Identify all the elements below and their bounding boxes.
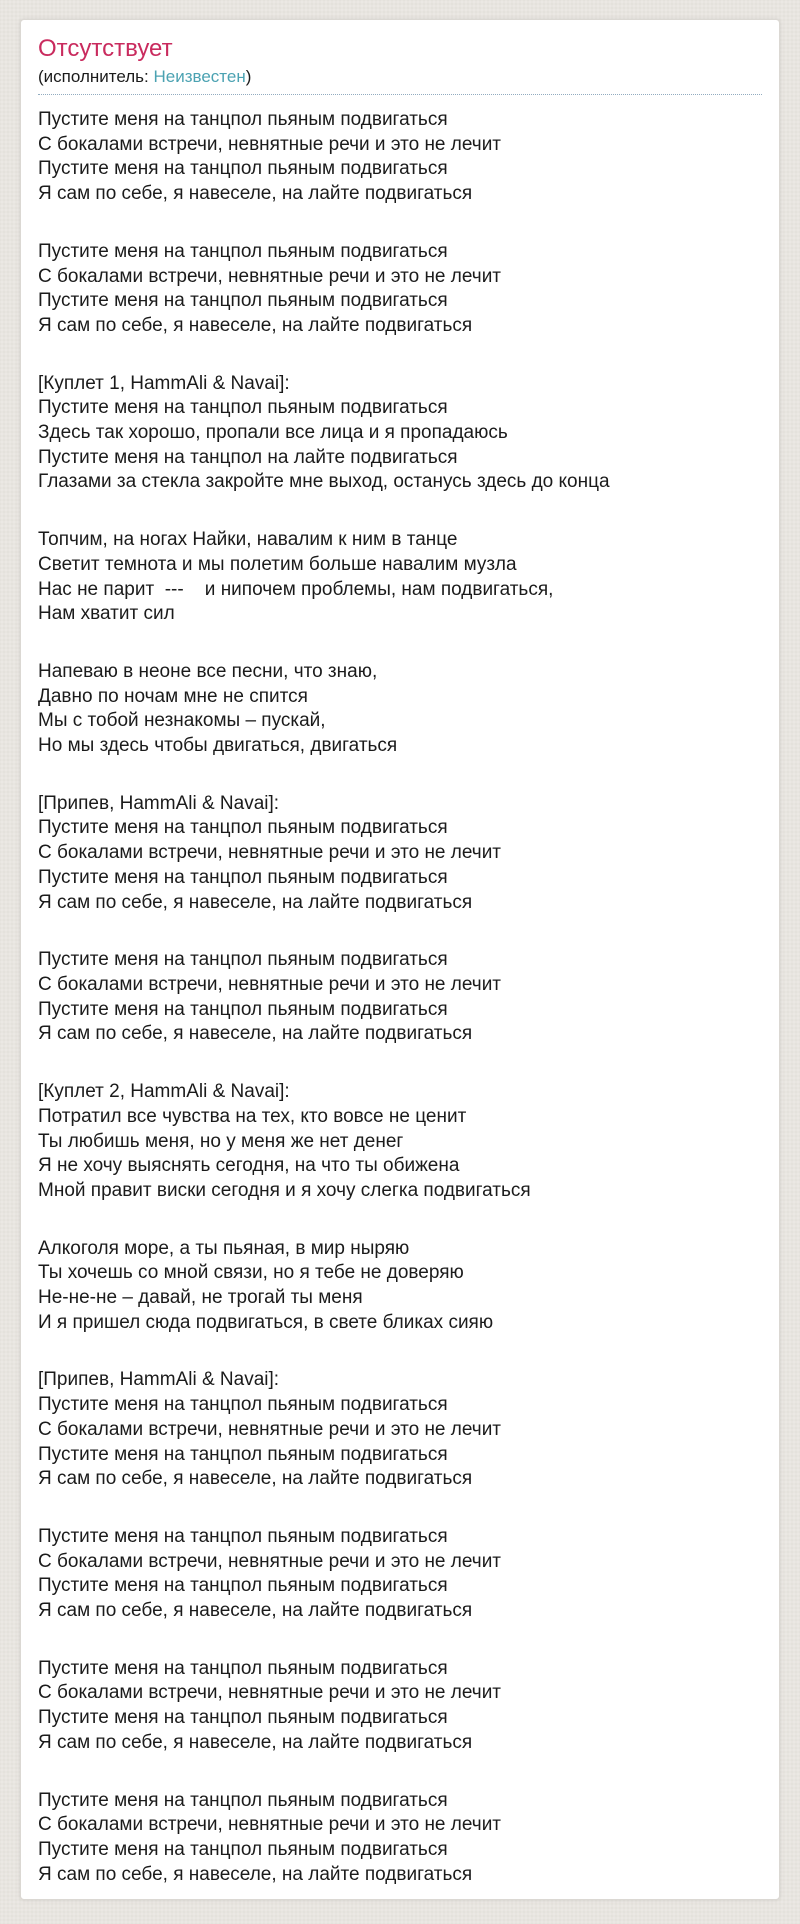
lyric-line: Пустите меня на танцпол пьяным подвигаться	[38, 1707, 448, 1729]
lyric-line: Ты хочешь со мной связи, но я тебе не доверяю	[38, 1262, 464, 1284]
artist-link[interactable]: Неизвестен	[153, 67, 246, 86]
lyric-line: Я сам по себе, я навеселе, на лайте подвигаться	[38, 1863, 473, 1885]
lyric-line: Пустите меня на танцпол на лайте подвигаться	[38, 446, 458, 468]
lyric-line: С бокалами встречи, невнятные речи и это не лечит	[38, 1682, 502, 1704]
stanza	[38, 1368, 762, 1492]
lyric-line: Здесь так хорошо, пропали все лица и я пропадаюсь	[38, 422, 508, 444]
lyric-line: Пустите меня на танцпол пьяным подвигаться	[38, 949, 448, 971]
lyric-line: Нас не парит --- и нипочем проблемы, нам подвигаться,	[38, 578, 554, 600]
lyric-line: Я сам по себе, я навеселе, на лайте подвигаться	[38, 183, 473, 205]
lyric-line: [Припев, HammAli & Navai]:	[38, 1369, 280, 1391]
lyric-line: С бокалами встречи, невнятные речи и это не лечит	[38, 1418, 502, 1440]
lyric-line: Давно по ночам мне не спится	[38, 685, 308, 707]
lyrics	[38, 108, 762, 1887]
lyric-line: Мной правит виски сегодня и я хочу слегка подвигаться	[38, 1179, 531, 1201]
lyric-line: [Куплет 2, HammAli & Navai]:	[38, 1081, 290, 1103]
lyric-line: Я сам по себе, я навеселе, на лайте подвигаться	[38, 891, 473, 913]
lyric-line: Пустите меня на танцпол пьяным подвигаться	[38, 240, 448, 262]
lyric-line: С бокалами встречи, невнятные речи и это не лечит	[38, 1814, 502, 1836]
stanza	[38, 1789, 762, 1888]
lyric-line: Топчим, на ногах Найки, навалим к ним в танце	[38, 529, 458, 551]
stanza	[38, 792, 762, 916]
lyric-line: Пустите меня на танцпол пьяным подвигаться	[38, 1575, 448, 1597]
lyric-line: Светит темнота и мы полетим больше навалим музла	[38, 553, 517, 575]
artist-label-prefix: (исполнитель:	[38, 67, 154, 86]
lyric-line: Пустите меня на танцпол пьяным подвигаться	[38, 1657, 448, 1679]
lyric-line: Ты любишь меня, но у меня же нет денег	[38, 1130, 404, 1152]
lyric-line: Потратил все чувства на тех, кто вовсе не ценит	[38, 1105, 467, 1127]
stanza	[38, 1237, 762, 1336]
lyric-line: Пустите меня на танцпол пьяным подвигаться	[38, 998, 448, 1020]
lyric-line: Нам хватит сил	[38, 603, 175, 625]
lyric-line: Я не хочу выяснять сегодня, на что ты обижена	[38, 1155, 460, 1177]
lyric-line: Напеваю в неоне все песни, что знаю,	[38, 660, 378, 682]
lyric-line: Глазами за стекла закройте мне выход, останусь здесь до конца	[38, 471, 610, 493]
lyric-line: Пустите меня на танцпол пьяным подвигаться	[38, 1443, 448, 1465]
stanza	[38, 1657, 762, 1756]
stanza	[38, 1080, 762, 1204]
stanza	[38, 528, 762, 627]
stanza	[38, 240, 762, 339]
lyric-line: [Припев, HammAli & Navai]:	[38, 792, 280, 814]
lyrics-card	[20, 19, 780, 1900]
lyric-line: Пустите меня на танцпол пьяным подвигаться	[38, 397, 448, 419]
lyric-line: Пустите меня на танцпол пьяным подвигаться	[38, 1789, 448, 1811]
lyric-line: Пустите меня на танцпол пьяным подвигаться	[38, 290, 448, 312]
lyric-line: С бокалами встречи, невнятные речи и это не лечит	[38, 265, 502, 287]
lyric-line: Я сам по себе, я навеселе, на лайте подвигаться	[38, 1023, 473, 1045]
lyric-line: И я пришел сюда подвигаться, в свете бликах сияю	[38, 1311, 494, 1333]
lyric-line: Не-не-не – давай, не трогай ты меня	[38, 1287, 363, 1309]
lyric-line: Пустите меня на танцпол пьяным подвигаться	[38, 817, 448, 839]
lyric-line: Пустите меня на танцпол пьяным подвигаться	[38, 866, 448, 888]
lyric-line: С бокалами встречи, невнятные речи и это не лечит	[38, 842, 502, 864]
artist-line	[38, 67, 762, 94]
stanza	[38, 108, 762, 207]
lyric-line: Пустите меня на танцпол пьяным подвигаться	[38, 1394, 448, 1416]
stanza	[38, 660, 762, 759]
lyric-line: С бокалами встречи, невнятные речи и это не лечит	[38, 1550, 502, 1572]
lyric-line: Пустите меня на танцпол пьяным подвигаться	[38, 1838, 448, 1860]
stanza	[38, 372, 762, 496]
stanza	[38, 948, 762, 1047]
lyric-line: Но мы здесь чтобы двигаться, двигаться	[38, 735, 398, 757]
lyric-line: Алкоголя море, а ты пьяная, в мир ныряю	[38, 1237, 410, 1259]
lyric-line: Мы с тобой незнакомы – пускай,	[38, 710, 326, 732]
dotted-separator	[38, 94, 762, 95]
lyric-line: Пустите меня на танцпол пьяным подвигаться	[38, 109, 448, 130]
lyric-line: [Куплет 1, HammAli & Navai]:	[38, 372, 290, 394]
stanza	[38, 1525, 762, 1624]
lyric-line: Я сам по себе, я навеселе, на лайте подвигаться	[38, 314, 473, 336]
lyric-line: Я сам по себе, я навеселе, на лайте подвигаться	[38, 1468, 473, 1490]
lyric-line: Пустите меня на танцпол пьяным подвигаться	[38, 158, 448, 180]
lyric-line: С бокалами встречи, невнятные речи и это не лечит	[38, 133, 502, 155]
artist-label-suffix: )	[245, 67, 252, 86]
lyric-line: С бокалами встречи, невнятные речи и это не лечит	[38, 973, 502, 995]
lyric-line: Я сам по себе, я навеселе, на лайте подвигаться	[38, 1600, 473, 1622]
lyric-line: Пустите меня на танцпол пьяным подвигаться	[38, 1525, 448, 1547]
song-title: Отсутствует	[38, 35, 173, 62]
lyric-line: Я сам по себе, я навеселе, на лайте подвигаться	[38, 1731, 473, 1753]
